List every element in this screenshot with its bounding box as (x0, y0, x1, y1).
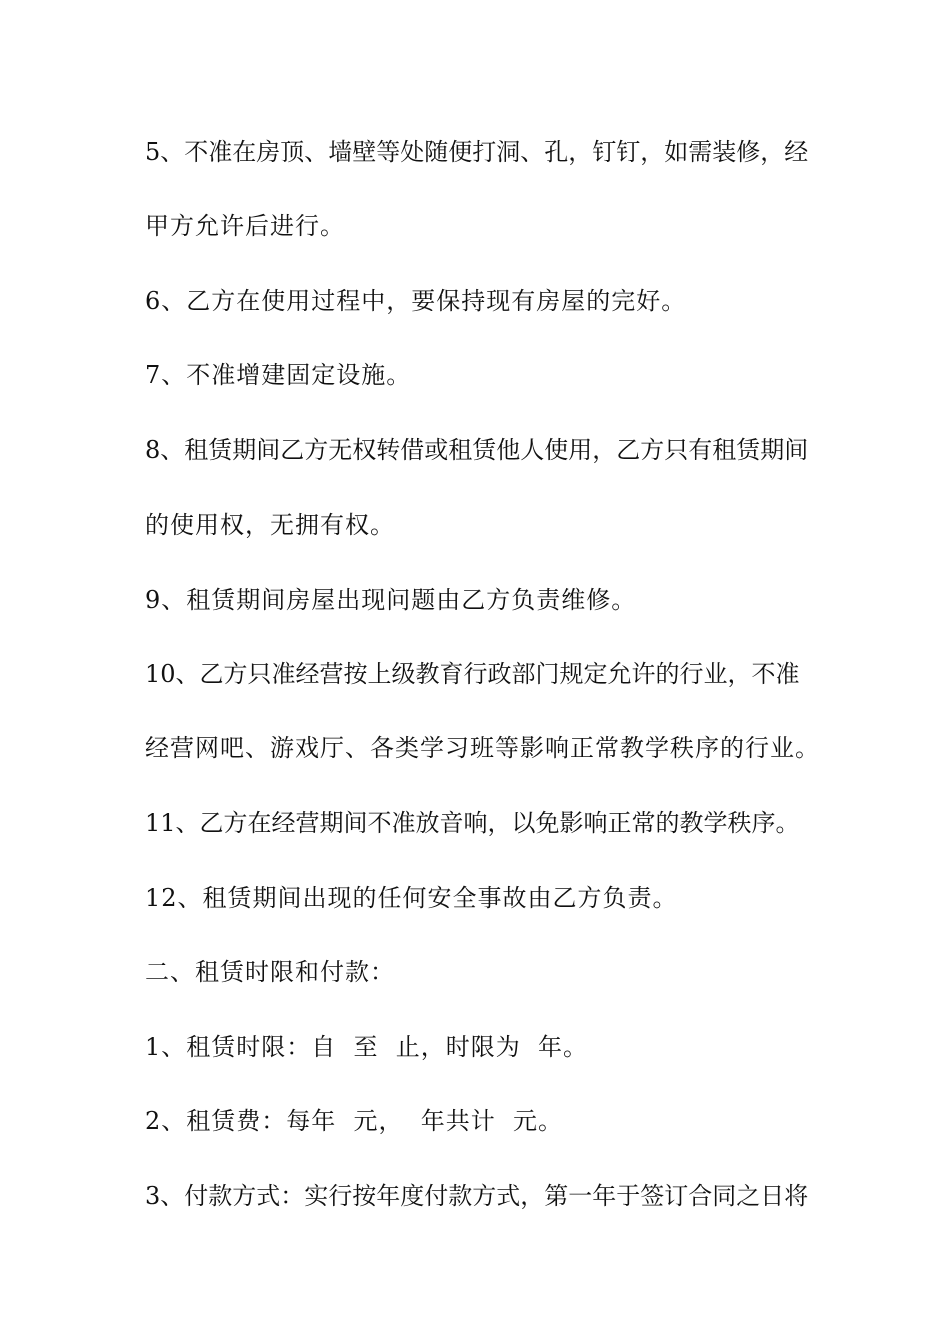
clause-9: 9、租赁期间房屋出现问题由乙方负责维修。 (145, 586, 637, 614)
clause-8-line-1: 8、租赁期间乙方无权转借或租赁他人使用，乙方只有租赁期间 (145, 436, 809, 464)
term-clause-3-line-1: 3、付款方式：实行按年度付款方式，第一年于签订合同之日将 (145, 1182, 809, 1210)
term-clause-2: 2、租赁费：每年 元， 年共计 元。 (145, 1107, 564, 1135)
clause-8-line-2: 的使用权，无拥有权。 (145, 511, 395, 539)
clause-5-line-2: 甲方允许后进行。 (145, 212, 345, 240)
clause-5-line-1: 5、不准在房顶、墙壁等处随便打洞、孔，钉钉，如需装修，经 (145, 138, 809, 166)
clause-7: 7、不准增建固定设施。 (145, 361, 412, 389)
section-2-heading: 二、租赁时限和付款： (145, 958, 395, 986)
clause-10-line-1: 10、乙方只准经营按上级教育行政部门规定允许的行业，不准 (145, 660, 800, 688)
clause-10-line-2: 经营网吧、游戏厅、各类学习班等影响正常教学秩序的行业。 (145, 734, 820, 762)
term-clause-1: 1、租赁时限：自 至 止，时限为 年。 (145, 1033, 589, 1061)
clause-12: 12、租赁期间出现的任何安全事故由乙方负责。 (145, 884, 678, 912)
clause-6: 6、乙方在使用过程中，要保持现有房屋的完好。 (145, 287, 687, 315)
clause-11: 11、乙方在经营期间不准放音响，以免影响正常的教学秩序。 (145, 809, 800, 837)
